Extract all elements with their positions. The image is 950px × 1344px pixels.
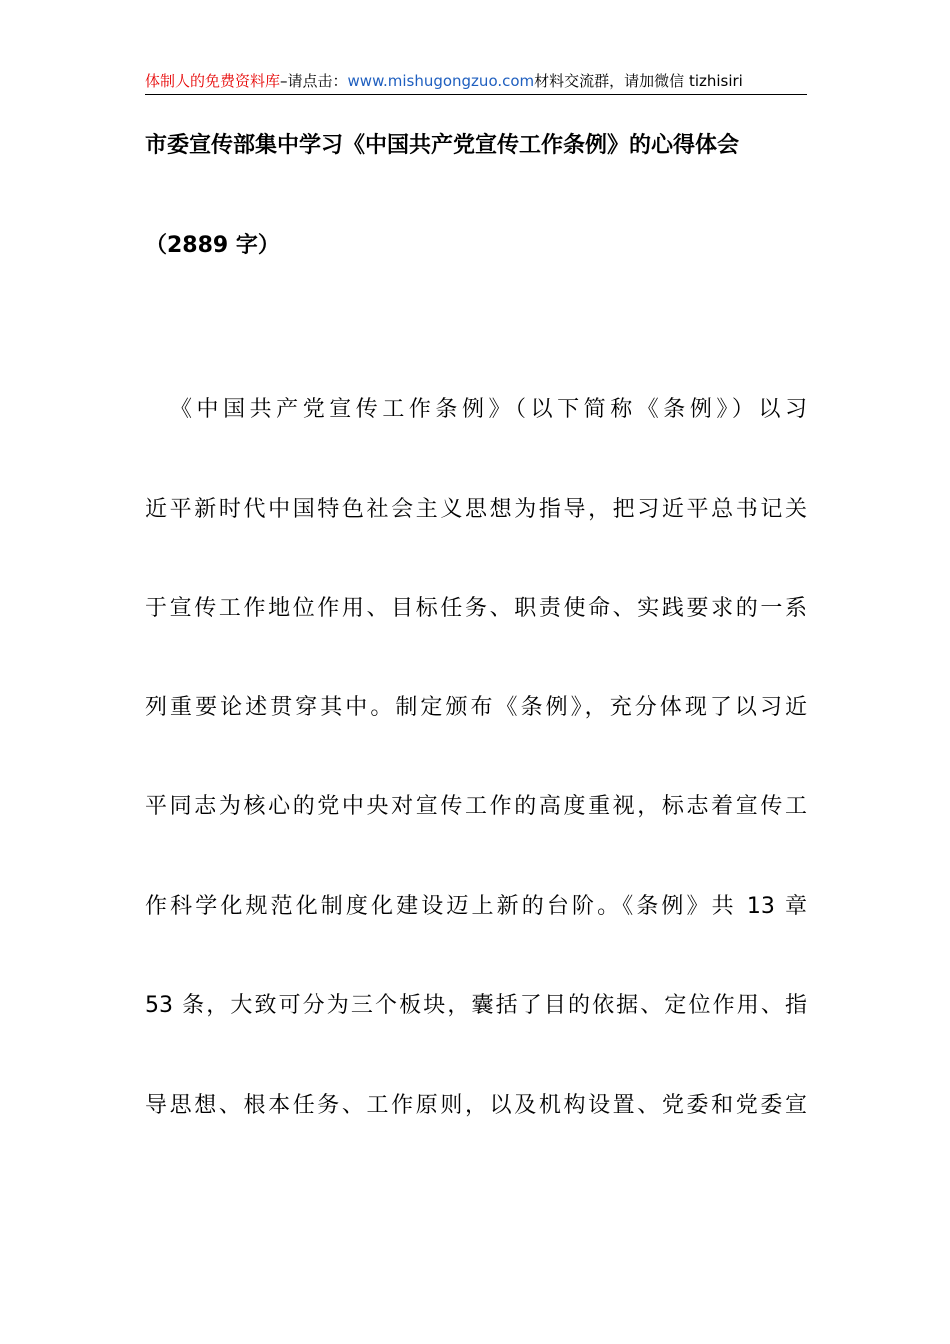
word-count: （2889 字）: [145, 233, 280, 258]
paragraph-line: 《中国共产党宣传工作条例》（以下简称《条例》）以习: [170, 397, 807, 422]
paragraph-line: 作科学化规范化制度化建设迈上新的台阶。《条例》共 13 章: [145, 894, 807, 919]
paragraph-line: 53 条，大致可分为三个板块，囊括了目的依据、定位作用、指: [145, 993, 807, 1018]
header-site-name: 体制人的免费资料库: [145, 72, 281, 90]
paragraph-line: 于宣传工作地位作用、目标任务、职责使命、实践要求的一系: [145, 596, 807, 621]
paragraph-line: 平同志为核心的党中央对宣传工作的高度重视，标志着宣传工: [145, 794, 807, 819]
header-note: 材料交流群，请加微信 tizhisiri: [534, 72, 743, 90]
paragraph-line: 列重要论述贯穿其中。制定颁布《条例》，充分体现了以习近: [145, 695, 807, 720]
document-title: 市委宣传部集中学习《中国共产党宣传工作条例》的心得体会: [145, 133, 740, 158]
paragraph-line: 导思想、根本任务、工作原则，以及机构设置、党委和党委宣: [145, 1093, 807, 1118]
paragraph-line: 近平新时代中国特色社会主义思想为指导，把习近平总书记关: [145, 497, 807, 522]
header-url-link[interactable]: www.mishugongzuo.com: [347, 72, 535, 90]
header-prompt: –请点击：: [280, 72, 348, 90]
page-header: [145, 70, 807, 95]
